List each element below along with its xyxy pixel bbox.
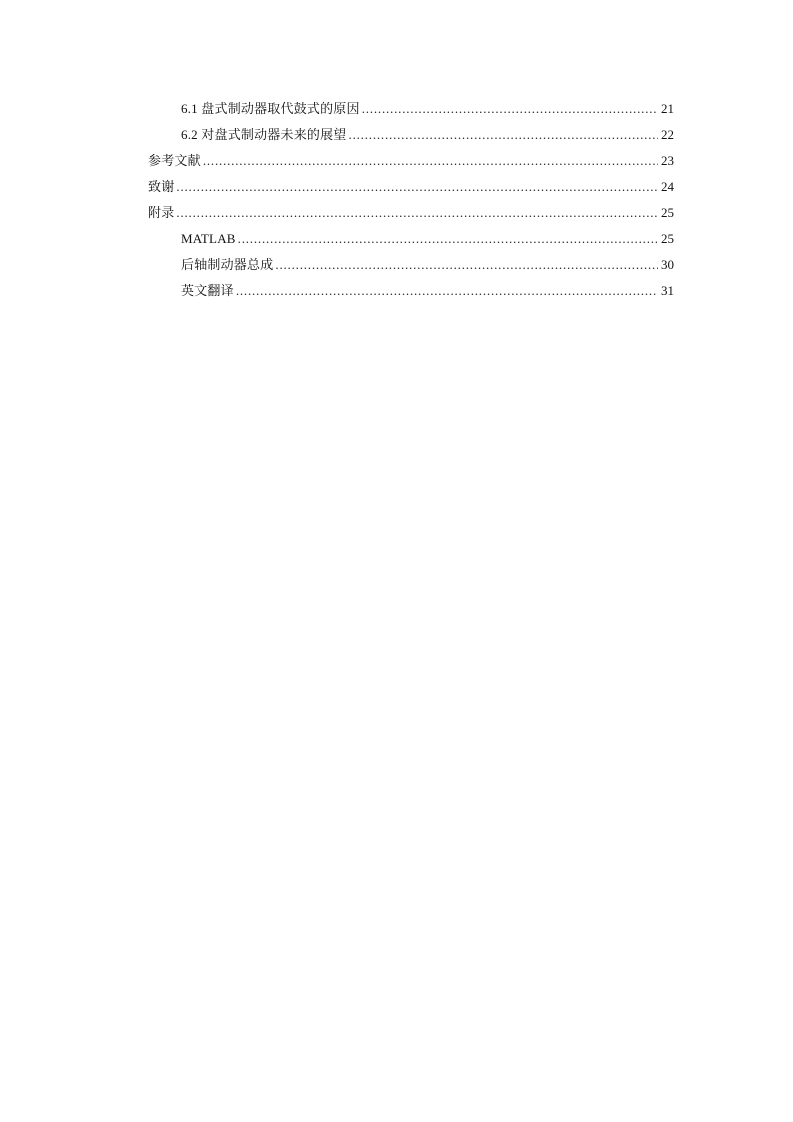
toc-entry-title: 后轴制动器总成	[181, 257, 274, 272]
toc-dot-leader	[203, 151, 658, 171]
toc-page-number: 24	[661, 179, 674, 194]
toc-entry-title: 参考文献	[148, 153, 201, 168]
toc-entry-rear-axle-brake-assembly[interactable]	[148, 255, 674, 281]
toc-dot-leader	[349, 125, 658, 145]
toc-entry-title: 6.1 盘式制动器取代鼓式的原因	[181, 101, 360, 116]
toc-entry-appendix[interactable]	[148, 203, 674, 229]
toc-dot-leader	[176, 203, 658, 223]
toc-entry-title: 附录	[148, 205, 175, 220]
toc-page-number: 22	[661, 127, 674, 142]
table-of-contents	[148, 99, 674, 307]
toc-entry-title: MATLAB	[181, 231, 236, 246]
toc-page-number: 25	[661, 205, 674, 220]
toc-page-number: 25	[661, 231, 674, 246]
toc-entry-title: 致谢	[148, 179, 175, 194]
toc-dot-leader	[238, 229, 658, 249]
toc-entry-title: 英文翻译	[181, 283, 234, 298]
toc-dot-leader	[362, 99, 658, 119]
toc-entry-6-2[interactable]	[148, 125, 674, 151]
toc-page-number: 21	[661, 101, 674, 116]
toc-entry-english-translation[interactable]	[148, 281, 674, 307]
toc-page-number: 31	[661, 283, 674, 298]
toc-entry-references[interactable]	[148, 151, 674, 177]
toc-dot-leader	[236, 281, 658, 301]
toc-page-number: 23	[661, 153, 674, 168]
toc-entry-title: 6.2 对盘式制动器未来的展望	[181, 127, 347, 142]
toc-entry-6-1[interactable]	[148, 99, 674, 125]
toc-entry-matlab[interactable]	[148, 229, 674, 255]
toc-entry-acknowledgements[interactable]	[148, 177, 674, 203]
toc-dot-leader	[176, 177, 658, 197]
toc-dot-leader	[275, 255, 658, 275]
toc-page-number: 30	[661, 257, 674, 272]
